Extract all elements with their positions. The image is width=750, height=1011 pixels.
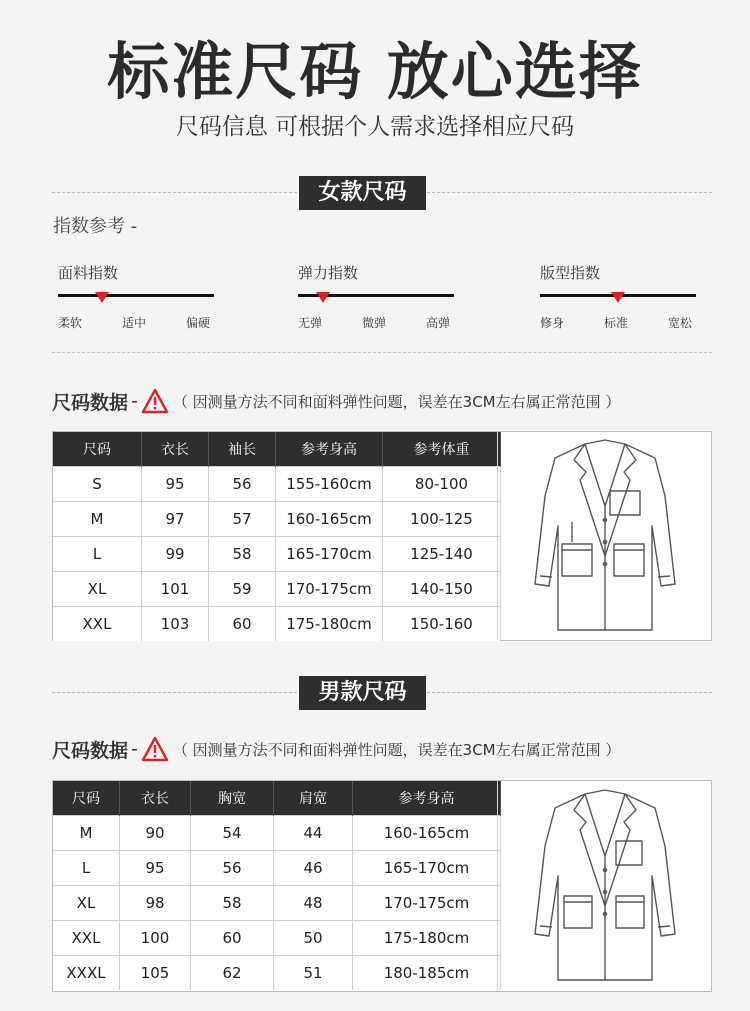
column-header: 胸宽 <box>191 781 274 816</box>
measurement-note: （ 因测量方法不同和面料弹性问题，误差在3CM左右属正常范围 ） <box>172 740 621 759</box>
table-cell: 46 <box>274 851 353 886</box>
title-dash: - <box>131 738 138 760</box>
table-cell: 56 <box>209 467 276 502</box>
column-header: 尺码 <box>53 781 120 816</box>
table-row <box>53 886 501 921</box>
table-cell: 160-165cm <box>353 816 501 851</box>
table-cell: 175-180cm <box>276 607 383 642</box>
index-scale-label: 标准 <box>604 316 629 330</box>
table-cell: 97 <box>142 502 209 537</box>
table-cell: 51 <box>274 956 353 991</box>
table-cell: 99 <box>142 537 209 572</box>
table-cell: 90 <box>120 816 191 851</box>
warning-icon <box>141 736 169 762</box>
table-row <box>53 956 501 991</box>
index-scale-label: 偏硬 <box>186 316 211 330</box>
table-cell: 165-170cm <box>276 537 383 572</box>
table-cell: 54 <box>191 816 274 851</box>
table-cell: L <box>53 537 142 572</box>
women-size-data-title <box>52 388 620 414</box>
size-data-label: 尺码数据 <box>52 391 129 414</box>
table-row <box>53 607 501 642</box>
column-header: 尺码 <box>53 432 142 467</box>
coat-icon <box>530 786 680 986</box>
table-cell: 165-170cm <box>353 851 501 886</box>
column-header: 参考体重 <box>383 432 501 467</box>
index-group <box>58 262 218 332</box>
table-row <box>53 502 501 537</box>
section-divider <box>52 352 712 353</box>
table-cell: 60 <box>191 921 274 956</box>
column-header: 参考身高 <box>276 432 383 467</box>
table-cell: 180-185cm <box>353 956 501 991</box>
table-cell: 56 <box>191 851 274 886</box>
index-marker-icon <box>316 292 330 303</box>
women-table <box>53 432 501 641</box>
table-row <box>53 467 501 502</box>
men-section-label: 男款尺码 <box>299 676 426 710</box>
coat-icon <box>530 436 680 636</box>
table-cell: 95 <box>142 467 209 502</box>
divider-line <box>427 192 712 193</box>
table-row <box>53 537 501 572</box>
index-name: 版型指数 <box>540 264 601 282</box>
women-section-header <box>52 176 712 210</box>
table-cell: XL <box>53 886 120 921</box>
column-header: 衣长 <box>120 781 191 816</box>
men-size-data-title <box>52 736 620 762</box>
column-header: 衣长 <box>142 432 209 467</box>
table-cell: XXL <box>53 921 120 956</box>
table-cell: 98 <box>120 886 191 921</box>
table-cell: 170-175cm <box>353 886 501 921</box>
table-cell: 150-160 <box>383 607 501 642</box>
men-section-header <box>52 676 712 710</box>
title-dash: - <box>131 390 138 412</box>
divider-line <box>52 692 297 693</box>
table-cell: 50 <box>274 921 353 956</box>
column-header: 肩宽 <box>274 781 353 816</box>
table-cell: 155-160cm <box>276 467 383 502</box>
table-cell: 80-100 <box>383 467 501 502</box>
table-cell: L <box>53 851 120 886</box>
men-table <box>53 781 501 990</box>
table-row <box>53 851 501 886</box>
women-section-label: 女款尺码 <box>299 176 426 210</box>
table-header-row <box>53 432 501 467</box>
table-cell: M <box>53 502 142 537</box>
table-row <box>53 921 501 956</box>
index-group <box>298 262 458 332</box>
index-bar <box>58 294 214 297</box>
table-cell: XL <box>53 572 142 607</box>
table-cell: 60 <box>209 607 276 642</box>
table-cell: 44 <box>274 816 353 851</box>
table-cell: 170-175cm <box>276 572 383 607</box>
table-cell: 100 <box>120 921 191 956</box>
measurement-note: （ 因测量方法不同和面料弹性问题，误差在3CM左右属正常范围 ） <box>172 392 621 411</box>
table-cell: 48 <box>274 886 353 921</box>
index-scale-label: 柔软 <box>58 316 83 330</box>
table-cell: 125-140 <box>383 537 501 572</box>
women-size-table <box>52 431 712 641</box>
women-coat-illustration <box>497 432 712 640</box>
index-marker-icon <box>611 292 625 303</box>
men-coat-illustration <box>497 781 712 991</box>
table-row <box>53 572 501 607</box>
index-name: 弹力指数 <box>298 264 359 282</box>
table-cell: 58 <box>191 886 274 921</box>
table-cell: 140-150 <box>383 572 501 607</box>
table-cell: 57 <box>209 502 276 537</box>
page-title: 标准尺码 放心选择 <box>107 35 643 108</box>
table-cell: 160-165cm <box>276 502 383 537</box>
men-size-table <box>52 780 712 992</box>
table-cell: 95 <box>120 851 191 886</box>
table-cell: M <box>53 816 120 851</box>
size-data-label: 尺码数据 <box>52 739 129 762</box>
table-cell: 62 <box>191 956 274 991</box>
table-cell: 101 <box>142 572 209 607</box>
table-header-row <box>53 781 501 816</box>
index-name: 面料指数 <box>58 264 119 282</box>
table-cell: 100-125 <box>383 502 501 537</box>
page-subtitle: 尺码信息 可根据个人需求选择相应尺码 <box>175 114 575 140</box>
index-scale-label: 高弹 <box>426 316 451 330</box>
table-cell: 58 <box>209 537 276 572</box>
table-cell: 103 <box>142 607 209 642</box>
column-header: 参考身高 <box>353 781 501 816</box>
table-cell: 175-180cm <box>353 921 501 956</box>
index-scale-label: 修身 <box>540 316 565 330</box>
table-cell: 105 <box>120 956 191 991</box>
table-cell: 59 <box>209 572 276 607</box>
table-row <box>53 816 501 851</box>
index-reference-title: 指数参考 - <box>53 216 138 237</box>
divider-line <box>52 192 297 193</box>
index-group <box>540 262 700 332</box>
table-cell: S <box>53 467 142 502</box>
table-cell: XXXL <box>53 956 120 991</box>
index-marker-icon <box>95 292 109 303</box>
divider-line <box>427 692 712 693</box>
warning-icon <box>141 388 169 414</box>
index-scale-label: 微弹 <box>362 316 387 330</box>
table-cell: XXL <box>53 607 142 642</box>
index-scale-label: 适中 <box>122 316 147 330</box>
column-header: 袖长 <box>209 432 276 467</box>
index-scale-label: 宽松 <box>668 316 693 330</box>
index-scale-label: 无弹 <box>298 316 323 330</box>
